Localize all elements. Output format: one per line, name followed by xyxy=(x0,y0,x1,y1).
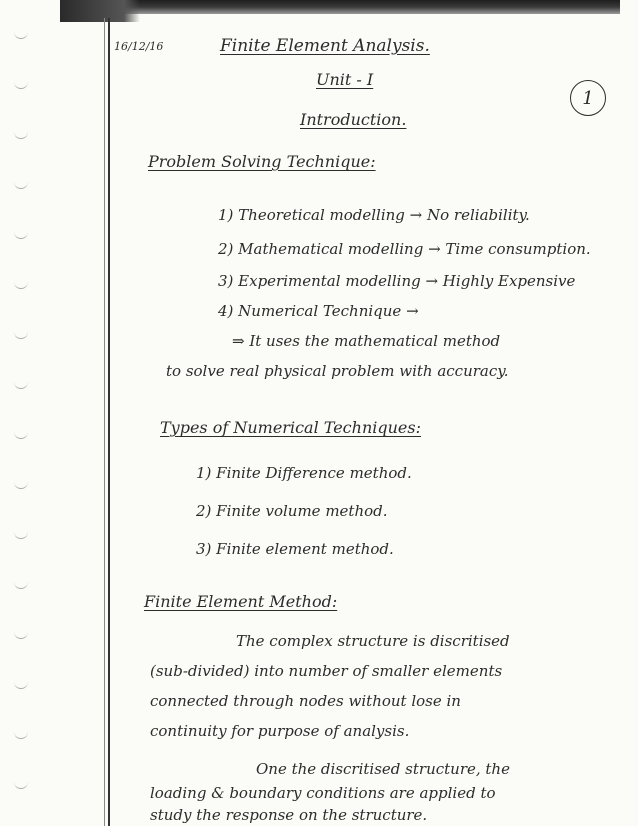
paragraph-line: study the response on the structure. xyxy=(150,806,428,824)
list-item: 4) Numerical Technique → xyxy=(218,302,419,320)
margin-line xyxy=(108,18,110,826)
page-date: 16/12/16 xyxy=(114,40,164,53)
heading-types-numerical: Types of Numerical Techniques: xyxy=(160,418,421,437)
binding-mark xyxy=(14,730,28,739)
paragraph-line: continuity for purpose of analysis. xyxy=(150,722,410,740)
page-number-circle xyxy=(570,80,606,116)
list-item: 2) Finite volume method. xyxy=(196,502,388,520)
paragraph-line: connected through nodes without lose in xyxy=(150,692,461,710)
binding-mark xyxy=(14,380,28,389)
paragraph-line: loading & boundary conditions are applied to xyxy=(150,784,496,802)
paragraph-line: One the discritised structure, the xyxy=(256,760,510,778)
unit-label: Unit - I xyxy=(316,70,374,89)
binding-mark xyxy=(14,80,28,89)
binding-mark xyxy=(14,130,28,139)
binding-mark xyxy=(14,180,28,189)
list-item: 1) Finite Difference method. xyxy=(196,464,412,482)
binding-mark xyxy=(14,430,28,439)
note-line: ⇒ It uses the mathematical method xyxy=(232,332,501,350)
list-item: 1) Theoretical modelling → No reliability. xyxy=(218,206,530,224)
binding-mark xyxy=(14,230,28,239)
binding-mark xyxy=(14,330,28,339)
page-title: Finite Element Analysis. xyxy=(220,36,430,56)
spiral-binding xyxy=(10,20,30,820)
binding-mark xyxy=(14,780,28,789)
list-item: 3) Finite element method. xyxy=(196,540,394,558)
section-heading-introduction: Introduction. xyxy=(300,110,407,129)
heading-problem-solving: Problem Solving Technique: xyxy=(148,152,376,171)
paragraph-line: (sub-divided) into number of smaller elements xyxy=(150,662,503,680)
binding-mark xyxy=(14,530,28,539)
binding-mark xyxy=(14,30,28,39)
note-line: to solve real physical problem with accuracy. xyxy=(166,362,509,380)
scan-shadow-corner xyxy=(60,0,140,22)
binding-mark xyxy=(14,630,28,639)
paragraph-line: The complex structure is discritised xyxy=(236,632,510,650)
binding-mark xyxy=(14,280,28,289)
scan-shadow-top xyxy=(60,0,620,14)
binding-mark xyxy=(14,680,28,689)
binding-mark xyxy=(14,580,28,589)
list-item: 3) Experimental modelling → Highly Expensive xyxy=(218,272,576,290)
margin-line-thin xyxy=(104,18,105,826)
list-item: 2) Mathematical modelling → Time consumption. xyxy=(218,240,591,258)
heading-fem: Finite Element Method: xyxy=(144,592,338,611)
binding-mark xyxy=(14,480,28,489)
page-number: 1 xyxy=(582,87,594,109)
